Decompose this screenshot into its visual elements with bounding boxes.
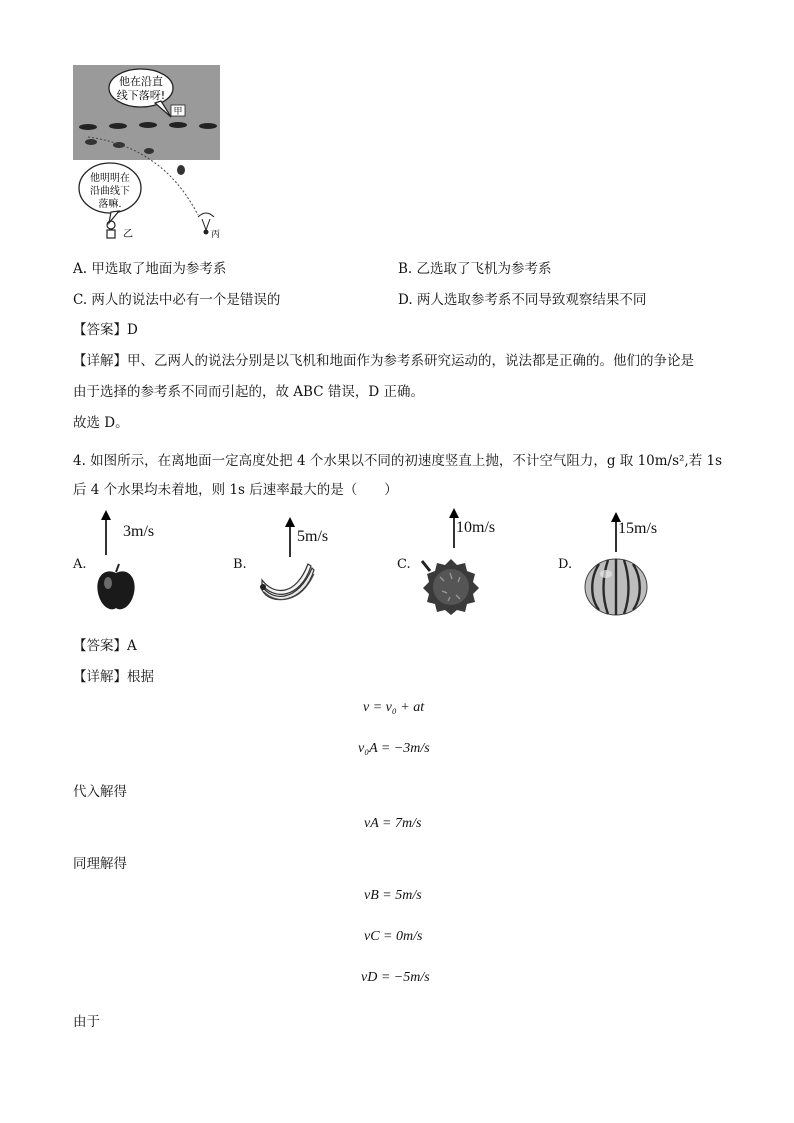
q3-detail-line2: 由于选择的参考系不同而引起的，故 ABC 错误，D 正确。 xyxy=(73,384,424,400)
q3-option-d: D. 两人选取参考系不同导致观察结果不同 xyxy=(398,292,647,308)
speed-label-d: 15m/s xyxy=(618,520,658,537)
equation-4: vB = 5m/s xyxy=(364,888,422,903)
cartoon-figure xyxy=(73,65,220,240)
equation-3: vA = 7m/s xyxy=(364,816,422,831)
equation-1: v = v₀ + at xyxy=(363,700,425,715)
watermelon-icon xyxy=(584,558,648,616)
fruit-option-b: B. xyxy=(233,557,247,572)
q3-answer: 【答案】D xyxy=(73,322,138,338)
q4-detail: 【详解】根据 xyxy=(73,669,154,685)
substitute-text: 代入解得 xyxy=(73,784,127,800)
q4-answer: 【答案】A xyxy=(73,638,137,654)
arrow-a xyxy=(96,510,116,555)
bottom-bubble-line3: 落嘛. xyxy=(98,199,122,210)
speed-label-b: 5m/s xyxy=(297,528,329,545)
q3-option-a: A. 甲选取了地面为参考系 xyxy=(73,261,227,277)
similarly-text: 同理解得 xyxy=(73,856,127,872)
equation-5: vC = 0m/s xyxy=(364,929,423,944)
q3-option-b: B. 乙选取了飞机为参考系 xyxy=(398,261,552,277)
label-yi: 乙 xyxy=(123,229,133,240)
equation-6: vD = −5m/s xyxy=(361,970,430,985)
equation-2: v₀A = −3m/s xyxy=(358,741,430,756)
q3-option-c: C. 两人的说法中必有一个是错误的 xyxy=(73,292,281,308)
label-bing: 丙 xyxy=(211,230,220,240)
bottom-bubble-line2: 沿曲线下 xyxy=(90,186,130,197)
q3-conclusion: 故选 D。 xyxy=(73,415,129,431)
fruit-option-a: A. xyxy=(73,557,87,572)
durian-icon xyxy=(420,555,482,617)
fruit-option-c: C. xyxy=(397,557,411,572)
q4-question-line2: 后 4 个水果均未着地，则 1s 后速率最大的是（ ） xyxy=(73,482,398,498)
speed-label-c: 10m/s xyxy=(456,519,496,536)
banana-icon xyxy=(258,560,318,606)
fruit-option-d: D. xyxy=(558,557,573,572)
q3-detail-line1: 【详解】甲、乙两人的说法分别是以飞机和地面作为参考系研究运动的，说法都是正确的。他们的争论是 xyxy=(73,353,694,369)
bottom-bubble-line1: 他明明在 xyxy=(90,173,130,184)
top-bubble-line2: 线下落呀! xyxy=(116,89,166,102)
q4-question-line1: 4. 如图所示，在离地面一定高度处把 4 个水果以不同的初速度竖直上抛，不计空气阻力，g 取 10m/s²,若 1s xyxy=(73,453,723,469)
apple-icon xyxy=(95,563,137,613)
label-jia: 甲 xyxy=(173,107,183,117)
since-text: 由于 xyxy=(73,1014,100,1030)
top-bubble-line1: 他在沿直 xyxy=(119,75,163,88)
cartoon-illustration xyxy=(73,65,220,240)
speed-label-a: 3m/s xyxy=(123,523,155,540)
